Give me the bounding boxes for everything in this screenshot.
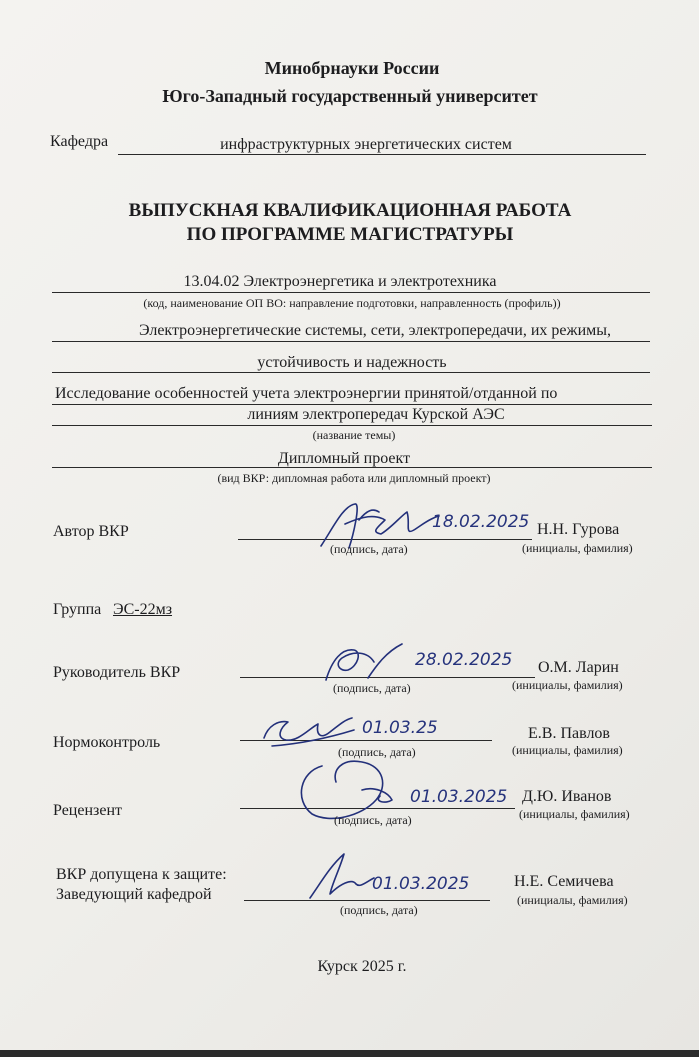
reviewer-date: 01.03.2025 — [410, 787, 508, 807]
author-name-caption: (инициалы, фамилия) — [522, 541, 633, 555]
normcontrol-sign-caption: (подпись, дата) — [338, 745, 416, 759]
profile-underline-1 — [52, 341, 650, 342]
author-name: Н.Н. Гурова — [537, 521, 620, 538]
normcontrol-date: 01.03.25 — [362, 718, 438, 738]
admission-line2: Заведующий кафедрой — [56, 886, 212, 903]
program-code: 13.04.02 Электроэнергетика и электротехника — [183, 273, 497, 290]
reviewer-name-caption: (инициалы, фамилия) — [519, 807, 630, 821]
profile-line2: устойчивость и надежность — [257, 354, 447, 371]
supervisor-signature-icon — [318, 640, 408, 686]
program-caption: (код, наименование ОП ВО: направление подготовки, направленность (профиль)) — [143, 296, 561, 310]
author-label: Автор ВКР — [53, 523, 129, 540]
reviewer-label: Рецензент — [53, 802, 122, 819]
admission-sign-caption: (подпись, дата) — [340, 903, 418, 917]
normcontrol-name-caption: (инициалы, фамилия) — [512, 743, 623, 757]
admission-date: 01.03.2025 — [372, 874, 470, 894]
topic-underline-2 — [52, 425, 652, 426]
topic-underline-1 — [52, 404, 652, 405]
admission-name-caption: (инициалы, фамилия) — [517, 893, 628, 907]
group-label: Группа — [53, 601, 102, 618]
work-title-line1: ВЫПУСКНАЯ КВАЛИФИКАЦИОННАЯ РАБОТА — [128, 200, 572, 221]
reviewer-name: Д.Ю. Иванов — [522, 788, 612, 805]
admission-signature-icon — [300, 848, 380, 904]
normcontrol-name: Е.В. Павлов — [528, 725, 610, 742]
supervisor-name: О.М. Ларин — [538, 659, 619, 676]
supervisor-name-caption: (инициалы, фамилия) — [512, 678, 623, 692]
supervisor-sign-caption: (подпись, дата) — [333, 681, 411, 695]
reviewer-sign-caption: (подпись, дата) — [334, 813, 412, 827]
profile-line1: Электроэнергетические системы, сети, электропередачи, их режимы, — [138, 322, 612, 339]
topic-caption: (название темы) — [312, 428, 396, 442]
city-year: Курск 2025 г. — [317, 958, 407, 975]
department-underline — [118, 154, 646, 155]
supervisor-label: Руководитель ВКР — [53, 664, 181, 681]
group-value: ЭС-22мз — [113, 601, 173, 618]
admission-line1: ВКР допущена к защите: — [56, 866, 227, 883]
work-type-caption: (вид ВКР: дипломная работа или дипломный проект) — [217, 471, 491, 485]
admission-name: Н.Е. Семичева — [514, 873, 614, 890]
university-title: Юго-Западный государственный университет — [162, 86, 538, 106]
bottom-edge-shadow — [0, 1050, 699, 1057]
program-underline — [52, 292, 650, 293]
ministry-title: Минобрнауки России — [264, 58, 440, 78]
department-value: инфраструктурных энергетических систем — [220, 136, 512, 153]
work-type-value: Дипломный проект — [277, 450, 411, 467]
author-date: 18.02.2025 — [432, 512, 530, 532]
profile-underline-2 — [52, 372, 650, 373]
author-sign-caption: (подпись, дата) — [330, 542, 408, 556]
supervisor-date: 28.02.2025 — [415, 650, 513, 670]
department-label: Кафедра — [50, 133, 109, 150]
normcontrol-label: Нормоконтроль — [53, 734, 161, 751]
topic-line2: линиям электропередач Курской АЭС — [247, 406, 505, 423]
work-title-line2: ПО ПРОГРАММЕ МАГИСТРАТУРЫ — [186, 224, 514, 245]
topic-line1: Исследование особенностей учета электроэнергии принятой/отданной по — [55, 385, 558, 402]
